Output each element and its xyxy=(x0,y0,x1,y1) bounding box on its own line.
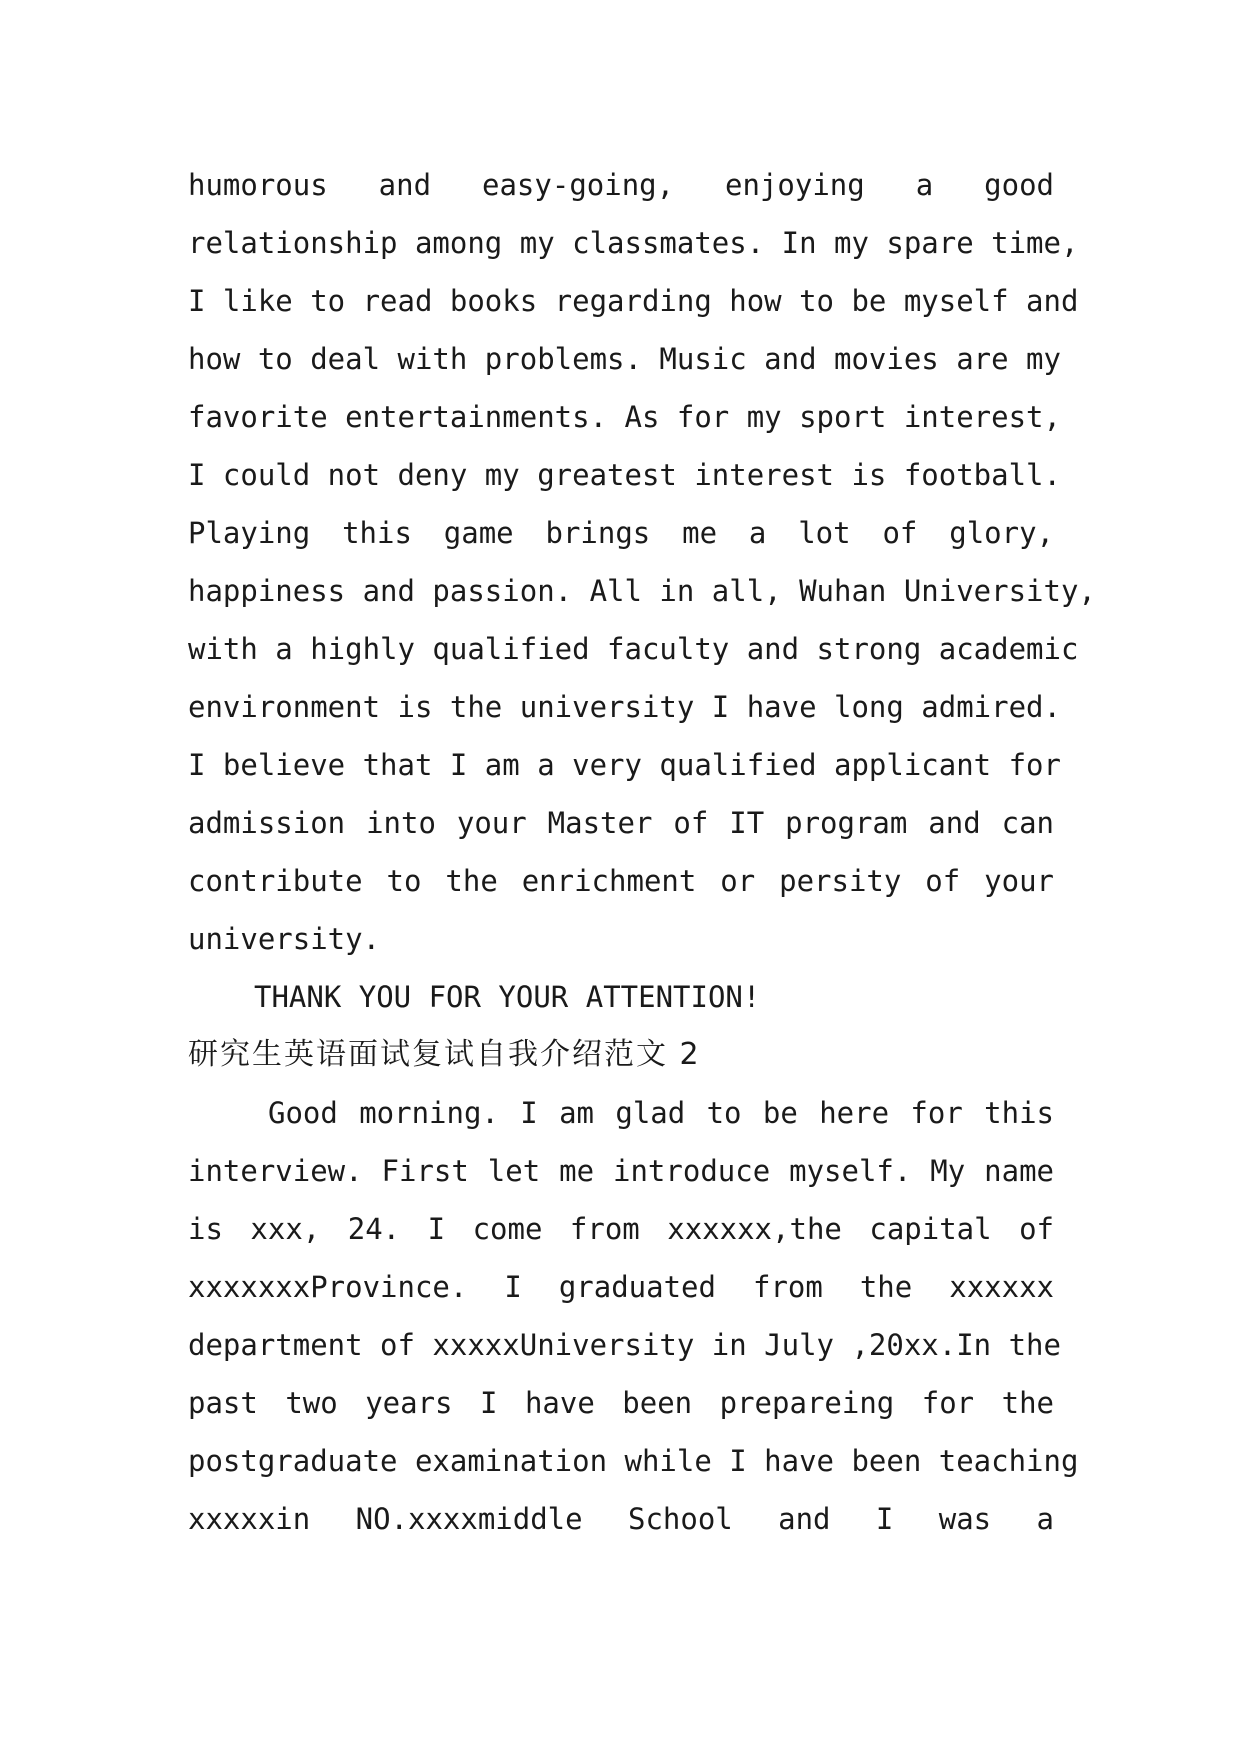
paragraph-2-line: department of xxxxxUniversity in July ,20xx.In the xyxy=(188,1328,1061,1362)
closing-line: THANK YOU FOR YOUR ATTENTION! xyxy=(254,980,761,1014)
paragraph-1-line: I believe that I am a very qualified applicant for xyxy=(188,748,1061,782)
paragraph-1-line: university. xyxy=(188,922,381,956)
paragraph-2-line: xxxxxin NO.xxxxmiddle School and I was a xyxy=(188,1502,1054,1536)
paragraph-1-line: with a highly qualified faculty and strong academic xyxy=(188,632,1079,666)
paragraph-2-line: interview. First let me introduce myself. My name xyxy=(188,1154,1054,1188)
paragraph-1-line: I could not deny my greatest interest is football. xyxy=(188,458,1061,492)
paragraph-2-line: is xxx, 24. I come from xxxxxx,the capital of xyxy=(188,1212,1054,1246)
paragraph-1-line: admission into your Master of IT program and can xyxy=(188,806,1054,840)
paragraph-1-line: Playing this game brings me a lot of glory, xyxy=(188,516,1054,550)
paragraph-1-line: relationship among my classmates. In my spare time, xyxy=(188,226,1079,260)
paragraph-1-line: happiness and passion. All in all, Wuhan University, xyxy=(188,574,1096,608)
paragraph-1-line: contribute to the enrichment or persity of your xyxy=(188,864,1054,898)
section-heading: 研究生英语面试复试自我介绍范文 2 xyxy=(188,1037,701,1072)
paragraph-1-line: environment is the university I have long admired. xyxy=(188,690,1061,724)
paragraph-2-line: past two years I have been prepareing for the xyxy=(188,1386,1054,1420)
paragraph-1 xyxy=(188,156,1096,1548)
paragraph-1-line: how to deal with problems. Music and movies are my xyxy=(188,342,1061,376)
paragraph-2-line: xxxxxxxProvince. I graduated from the xxxxxx xyxy=(188,1270,1054,1304)
paragraph-1-line: humorous and easy-going, enjoying a good xyxy=(188,168,1054,202)
paragraph-2-line: Good morning. I am glad to be here for this xyxy=(268,1096,1054,1130)
paragraph-2-line: postgraduate examination while I have been teaching xyxy=(188,1444,1079,1478)
paragraph-1-line: favorite entertainments. As for my sport interest, xyxy=(188,400,1061,434)
paragraph-1-line: I like to read books regarding how to be myself and xyxy=(188,284,1079,318)
